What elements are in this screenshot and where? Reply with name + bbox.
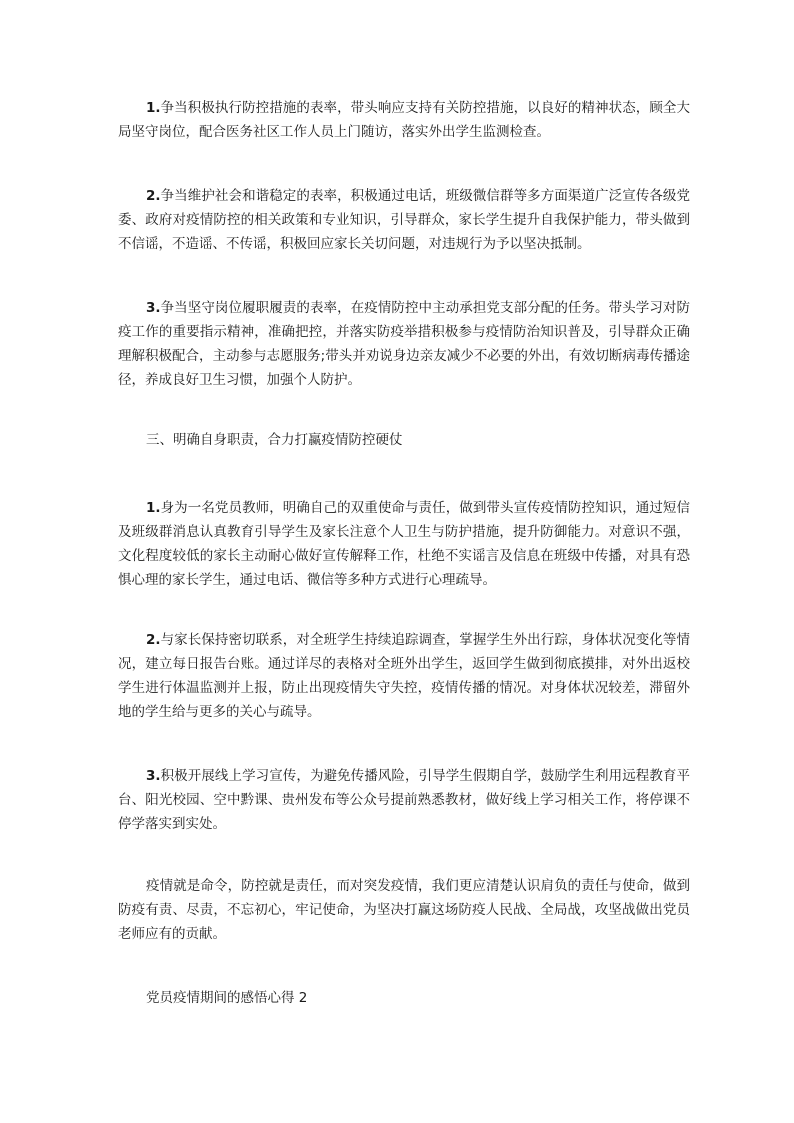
section-paragraph-3 bbox=[118, 764, 690, 836]
paragraph-3 bbox=[118, 296, 690, 392]
paragraph-2 bbox=[118, 184, 690, 256]
paragraph-number: 2. bbox=[146, 632, 161, 648]
closing-paragraph: 疫情就是命令，防控就是责任，而对突发疫情，我们更应清楚认识肩负的责任与使命，做到防疫有责、尽责，不忘初心，牢记使命，为坚决打赢这场防疫人民战、全局战，攻坚战做出党员老师应有的贡献。 bbox=[118, 878, 690, 942]
paragraph-number: 3. bbox=[146, 768, 161, 784]
paragraph-text: 争当维护社会和谐稳定的表率，积极通过电话，班级微信群等多方面渠道广泛宣传各级党委、政府对疫情防控的相关政策和专业知识，引导群众，家长学生提升自我保护能力，带头做到不信谣，不造谣、不传谣，积极回应家长关切问题，对违规行为予以坚决抵制。 bbox=[118, 188, 690, 252]
paragraph-text: 身为一名党员教师，明确自己的双重使命与责任，做到带头宣传疫情防控知识，通过短信及班级群消息认真教育引导学生及家长注意个人卫生与防护措施，提升防御能力。对意识不强，文化程度较低的家长主动耐心做好宣传解释工作，杜绝不实谣言及信息在班级中传播，对具有恐惧心理的家长学生，通过电话、微信等多种方式进行心理疏导。 bbox=[118, 500, 690, 588]
paragraph-1 bbox=[118, 96, 690, 144]
paragraph-number: 1. bbox=[146, 100, 161, 116]
paragraph-number: 1. bbox=[146, 500, 161, 516]
section-paragraph-2 bbox=[118, 628, 690, 724]
paragraph-text: 积极开展线上学习宣传，为避免传播风险，引导学生假期自学，鼓励学生利用远程教育平台、阳光校园、空中黔课、贵州发布等公众号提前熟悉教材，做好线上学习相关工作，将停课不停学落实到实处。 bbox=[118, 768, 690, 832]
paragraph-text: 与家长保持密切联系，对全班学生持续追踪调查，掌握学生外出行踪，身体状况变化等情况，建立每日报告台账。通过详尽的表格对全班外出学生，返回学生做到彻底摸排，对外出返校学生进行体温监测并上报，防止出现疫情失守失控，疫情传播的情况。对身体状况较差，滞留外地的学生给与更多的关心与疏导。 bbox=[118, 632, 690, 720]
paragraph-number: 2. bbox=[146, 188, 161, 204]
next-section-title: 党员疫情期间的感悟心得 2 bbox=[146, 990, 308, 1006]
section-paragraph-1 bbox=[118, 496, 690, 592]
paragraph-number: 3. bbox=[146, 300, 161, 316]
paragraph-text: 争当坚守岗位履职履责的表率，在疫情防控中主动承担党支部分配的任务。带头学习对防疫工作的重要指示精神，准确把控，并落实防疫举措积极参与疫情防治知识普及，引导群众正确理解积极配合，主动参与志愿服务;带头并劝说身边亲友减少不必要的外出，有效切断病毒传播途径，养成良好卫生习惯，加强个人防护。 bbox=[118, 300, 690, 388]
section-heading: 三、明确自身职责，合力打赢疫情防控硬仗 bbox=[146, 432, 403, 448]
paragraph-text: 争当积极执行防控措施的表率，带头响应支持有关防控措施，以良好的精神状态，顾全大局坚守岗位，配合医务社区工作人员上门随访，落实外出学生监测检查。 bbox=[118, 100, 690, 140]
